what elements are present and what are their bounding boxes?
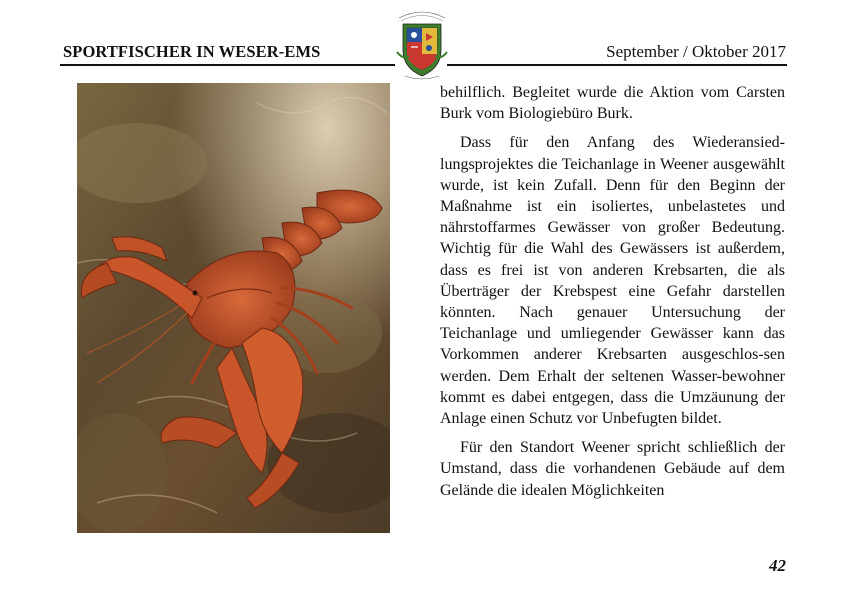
article-body: [440, 82, 785, 509]
paragraph-continuation: behilflich. Begleitet wurde die Aktion vom Carsten Burk vom Biologiebüro Burk.: [440, 84, 785, 123]
issue-date: September / Oktober 2017: [606, 42, 786, 61]
header-rule-left: [60, 64, 395, 66]
page-number: 42: [769, 556, 786, 575]
paragraph-site-weener: Für den Standort Weener spricht schließlich der Umstand, dass die vorhandenen Gebäude auf dem Gelände die idealen Möglichkeiten: [440, 439, 785, 499]
magazine-title: SPORTFISCHER IN WESER-EMS: [63, 42, 321, 61]
association-emblem: [393, 4, 451, 80]
crayfish-photo: [77, 83, 390, 533]
paragraph-location-choice: Dass für den Anfang des Wiederansied-lungsprojektes die Teichanlage in Weener ausgewählt wurde, ist kein Zufall. Denn für den Beginn der Maßnahme ist ein isoliertes, unbelastetes und nährstoffarmes Gewässer von großer Bedeutung. Wichtig für die Wahl des Gewässers ist außerdem, dass es frei ist von anderen Krebsarten, die als Überträger der Krebspest eine Gefahr darstellen könnten. Nach genauer Untersuchung der Teichanlage und umliegender Gewässer kann das Vorkommen anderer Krebsarten ausgeschlos-sen werden. Dem Erhalt der seltenen Wasser-bewohner kommt es dabei entgegen, dass die Umzäunung der Anlage einen Schutz vor Unbefugten bildet.: [440, 134, 785, 428]
header-rule-right: [447, 64, 787, 66]
